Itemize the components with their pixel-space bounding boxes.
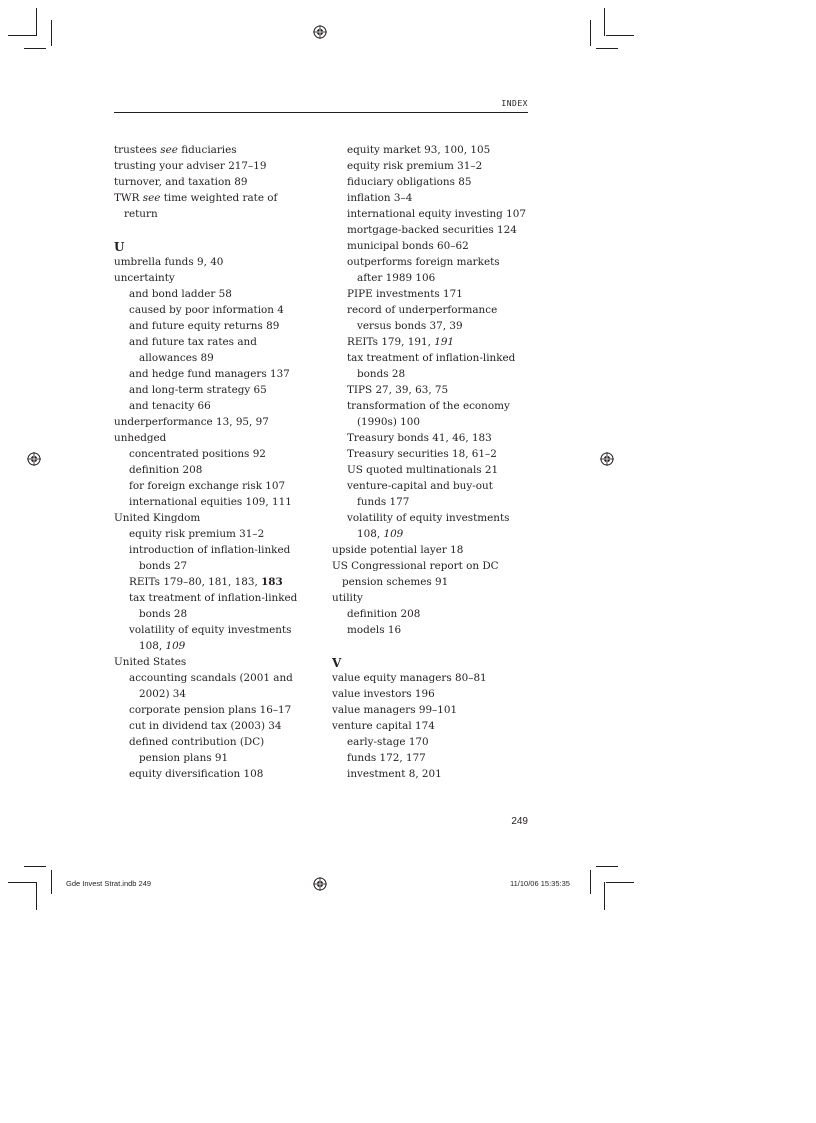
index-entry xyxy=(114,206,319,222)
index-entry-text: value investors 196 xyxy=(332,688,435,700)
index-entry-text: international equity investing 107 xyxy=(347,208,526,220)
index-letter-heading: U xyxy=(114,240,125,254)
index-entry-text: caused by poor information 4 xyxy=(129,304,284,316)
index-entry-text: TIPS 27, 39, 63, 75 xyxy=(347,384,449,396)
index-entry xyxy=(114,766,319,782)
index-entry-text: and long-term strategy 65 xyxy=(129,384,267,396)
index-entry-text: tax treatment of inflation-linked xyxy=(347,352,516,364)
crop-mark xyxy=(8,882,36,883)
slug-file: Gde Invest Strat.indb 249 xyxy=(66,879,152,888)
index-entry xyxy=(114,702,319,718)
page-number: 249 xyxy=(511,816,528,827)
index-entry-text: uncertainty xyxy=(114,272,175,284)
index-entry-text: early-stage 170 xyxy=(347,736,429,748)
index-entry xyxy=(114,526,319,542)
index-entry xyxy=(332,158,532,174)
index-entry xyxy=(114,190,319,206)
index-entry xyxy=(332,398,532,414)
index-entry-text: corporate pension plans 16–17 xyxy=(129,704,292,716)
index-entry-text: accounting scandals (2001 and xyxy=(129,672,293,684)
index-entry xyxy=(332,238,532,254)
running-header: INDEX xyxy=(501,99,528,108)
index-entry-text: equity risk premium 31–2 xyxy=(129,528,265,540)
index-entry-text: value equity managers 80–81 xyxy=(332,672,487,684)
index-entry-text: and future tax rates and xyxy=(129,336,257,348)
index-entry-text: 183 xyxy=(261,576,283,588)
registration-mark-icon xyxy=(600,452,614,466)
index-entry xyxy=(114,574,319,590)
index-entry xyxy=(114,350,319,366)
registration-mark-icon xyxy=(27,452,41,466)
index-entry-text: equity diversification 108 xyxy=(129,768,264,780)
index-entry-text: cut in dividend tax (2003) 34 xyxy=(129,720,282,732)
crop-mark xyxy=(606,35,634,36)
index-entry-text: see xyxy=(142,192,161,204)
index-entry-text: equity risk premium 31–2 xyxy=(347,160,483,172)
index-entry-text: definition 208 xyxy=(129,464,203,476)
crop-mark xyxy=(590,20,591,46)
index-entry-text: volatility of equity investments xyxy=(129,624,292,636)
index-entry-text: Treasury securities 18, 61–2 xyxy=(347,448,497,460)
index-entry xyxy=(114,366,319,382)
index-entry-text: utility xyxy=(332,592,363,604)
index-entry xyxy=(332,222,532,238)
index-entry-text: umbrella funds 9, 40 xyxy=(114,256,224,268)
index-entry xyxy=(332,574,532,590)
index-entry-text: time weighted rate of xyxy=(160,192,278,204)
crop-mark xyxy=(596,866,618,867)
index-entry xyxy=(114,382,319,398)
index-entry-text: record of underperformance xyxy=(347,304,498,316)
index-entry-text: 109 xyxy=(383,528,404,540)
index-entry xyxy=(332,542,532,558)
index-entry-text: fiduciaries xyxy=(177,144,237,156)
crop-mark xyxy=(604,882,605,910)
index-column-right xyxy=(332,142,532,782)
index-entry-text: trusting your adviser 217–19 xyxy=(114,160,267,172)
index-entry-text: US quoted multinationals 21 xyxy=(347,464,499,476)
index-entry xyxy=(114,654,319,670)
index-gap xyxy=(114,222,319,238)
crop-mark xyxy=(36,8,37,36)
index-entry xyxy=(332,142,532,158)
index-entry xyxy=(332,462,532,478)
index-entry xyxy=(332,494,532,510)
index-entry xyxy=(114,414,319,430)
slug-timestamp: 11/10/06 15:35:35 xyxy=(510,879,570,888)
index-entry xyxy=(332,510,532,526)
index-entry xyxy=(114,686,319,702)
index-entry-text: Treasury bonds 41, 46, 183 xyxy=(347,432,492,444)
index-entry-text: transformation of the economy xyxy=(347,400,510,412)
index-entry-text: bonds 28 xyxy=(357,368,406,380)
crop-mark xyxy=(24,48,46,49)
index-entry-text: pension plans 91 xyxy=(139,752,229,764)
index-entry-text: funds 177 xyxy=(357,496,410,508)
index-entry-text: PIPE investments 171 xyxy=(347,288,463,300)
index-entry xyxy=(114,398,319,414)
index-entry-text: equity market 93, 100, 105 xyxy=(347,144,491,156)
index-entry xyxy=(114,606,319,622)
index-entry xyxy=(114,142,319,158)
index-entry xyxy=(332,270,532,286)
crop-mark xyxy=(36,882,37,910)
index-entry-text: models 16 xyxy=(347,624,402,636)
crop-mark xyxy=(24,866,46,867)
index-entry xyxy=(332,382,532,398)
index-entry xyxy=(114,494,319,510)
index-entry xyxy=(332,190,532,206)
index-entry-text: outperforms foreign markets xyxy=(347,256,500,268)
index-entry-text: 108, xyxy=(357,528,384,540)
index-entry xyxy=(332,366,532,382)
index-entry xyxy=(332,750,532,766)
crop-mark xyxy=(51,20,52,46)
index-column-left xyxy=(114,142,319,782)
index-entry xyxy=(332,606,532,622)
index-entry xyxy=(332,318,532,334)
index-entry-text: see xyxy=(160,144,178,156)
index-entry xyxy=(114,318,319,334)
index-entry xyxy=(114,718,319,734)
index-entry xyxy=(332,414,532,430)
index-gap xyxy=(332,638,532,654)
index-entry-text: definition 208 xyxy=(347,608,421,620)
index-entry xyxy=(114,302,319,318)
index-entry-text: for foreign exchange risk 107 xyxy=(129,480,286,492)
index-entry xyxy=(114,334,319,350)
index-entry-text: United States xyxy=(114,656,187,668)
index-entry xyxy=(114,478,319,494)
index-entry-text: United Kingdom xyxy=(114,512,201,524)
index-entry xyxy=(114,590,319,606)
index-entry-text: bonds 27 xyxy=(139,560,188,572)
index-entry-text: mortgage-backed securities 124 xyxy=(347,224,517,236)
index-entry-text: unhedged xyxy=(114,432,167,444)
index-entry xyxy=(332,350,532,366)
index-entry-text: value managers 99–101 xyxy=(332,704,458,716)
index-entry xyxy=(332,174,532,190)
crop-mark xyxy=(606,882,634,883)
index-entry xyxy=(332,622,532,638)
index-entry xyxy=(114,158,319,174)
index-entry xyxy=(114,510,319,526)
index-entry xyxy=(332,206,532,222)
index-entry-text: and tenacity 66 xyxy=(129,400,211,412)
index-entry-text: pension schemes 91 xyxy=(342,576,449,588)
index-entry-text: venture capital 174 xyxy=(332,720,435,732)
index-entry xyxy=(332,702,532,718)
index-entry-text: funds 172, 177 xyxy=(347,752,426,764)
index-entry-text: and bond ladder 58 xyxy=(129,288,232,300)
index-entry xyxy=(114,430,319,446)
index-entry xyxy=(332,446,532,462)
crop-mark xyxy=(604,8,605,36)
index-entry xyxy=(332,430,532,446)
index-entry-text: 108, xyxy=(139,640,166,652)
crop-mark xyxy=(8,35,36,36)
index-entry-text: upside potential layer 18 xyxy=(332,544,464,556)
index-entry xyxy=(114,174,319,190)
registration-mark-icon xyxy=(313,25,327,39)
index-entry-text: venture-capital and buy-out xyxy=(347,480,493,492)
index-entry xyxy=(332,334,532,350)
index-entry-text: concentrated positions 92 xyxy=(129,448,266,460)
crop-mark xyxy=(596,48,618,49)
index-entry xyxy=(114,558,319,574)
index-entry xyxy=(332,686,532,702)
index-entry xyxy=(332,718,532,734)
index-entry-text: 2002) 34 xyxy=(139,688,187,700)
index-entry-text: US Congressional report on DC xyxy=(332,560,499,572)
index-entry xyxy=(114,734,319,750)
index-entry-text: underperformance 13, 95, 97 xyxy=(114,416,269,428)
index-entry xyxy=(332,254,532,270)
header-rule xyxy=(114,112,528,113)
index-entry xyxy=(114,446,319,462)
index-entry xyxy=(114,286,319,302)
crop-mark xyxy=(590,870,591,894)
index-entry xyxy=(114,670,319,686)
index-entry-text: municipal bonds 60–62 xyxy=(347,240,469,252)
index-entry xyxy=(114,542,319,558)
index-entry-text: versus bonds 37, 39 xyxy=(357,320,463,332)
index-entry-text: introduction of inflation-linked xyxy=(129,544,291,556)
index-entry xyxy=(114,270,319,286)
index-entry-text: after 1989 106 xyxy=(357,272,436,284)
index-entry-text: trustees xyxy=(114,144,161,156)
index-entry-text: 191 xyxy=(434,336,455,348)
index-entry-text: defined contribution (DC) xyxy=(129,736,265,748)
index-entry xyxy=(332,590,532,606)
index-entry-text: volatility of equity investments xyxy=(347,512,510,524)
index-entry-text: TWR xyxy=(114,192,143,204)
index-entry xyxy=(114,254,319,270)
index-entry xyxy=(114,462,319,478)
index-entry-text: and hedge fund managers 137 xyxy=(129,368,290,380)
crop-mark xyxy=(51,870,52,894)
index-entry-text: REITs 179–80, 181, 183, xyxy=(129,576,262,588)
index-entry xyxy=(332,766,532,782)
index-letter-heading: V xyxy=(332,656,342,670)
index-entry xyxy=(114,622,319,638)
index-entry xyxy=(332,526,532,542)
index-entry xyxy=(114,750,319,766)
index-entry-text: tax treatment of inflation-linked xyxy=(129,592,298,604)
index-entry-text: REITs 179, 191, xyxy=(347,336,435,348)
index-entry-text: allowances 89 xyxy=(139,352,214,364)
index-entry-text: fiduciary obligations 85 xyxy=(347,176,472,188)
index-entry-text: return xyxy=(124,208,158,220)
index-entry xyxy=(332,734,532,750)
index-entry-text: investment 8, 201 xyxy=(347,768,442,780)
index-entry-text: and future equity returns 89 xyxy=(129,320,280,332)
registration-mark-icon xyxy=(313,877,327,891)
index-entry xyxy=(332,558,532,574)
index-entry-text: bonds 28 xyxy=(139,608,188,620)
index-entry xyxy=(332,478,532,494)
index-entry-text: 109 xyxy=(165,640,186,652)
index-entry xyxy=(332,302,532,318)
index-entry xyxy=(332,286,532,302)
index-entry-text: international equities 109, 111 xyxy=(129,496,292,508)
index-entry-text: inflation 3–4 xyxy=(347,192,413,204)
index-entry xyxy=(114,638,319,654)
index-entry-text: (1990s) 100 xyxy=(357,416,421,428)
index-entry-text: turnover, and taxation 89 xyxy=(114,176,248,188)
index-entry xyxy=(332,670,532,686)
